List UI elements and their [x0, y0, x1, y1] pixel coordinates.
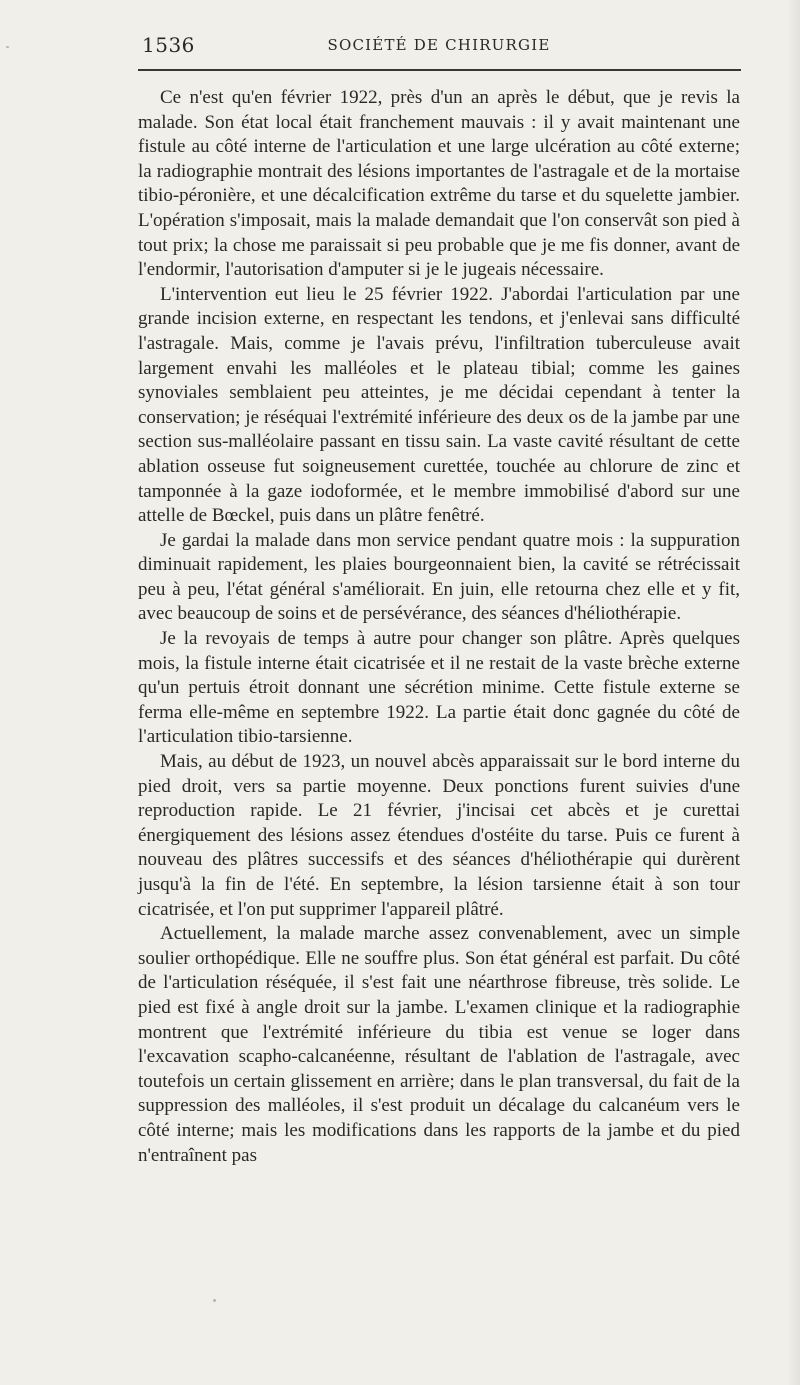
page-number: 1536 [142, 33, 195, 57]
paragraph-3: Je gardai la malade dans mon service pendant quatre mois : la suppuration diminuait rapidement, les plaies bourgeonnaient bien, la cavité se rétrécissait peu à peu, l'état général s'améliorait. En juin, elle retourna chez elle et y fit, avec beaucoup de soins et de persévérance, des séances d'héliothérapie. [138, 529, 740, 625]
paragraph-4: Je la revoyais de temps à autre pour changer son plâtre. Après quelques mois, la fistule interne était cicatrisée et il ne restait de la vaste brèche externe qu'un pertuis étroit donnant une sécrétion minime. Cette fistule externe se ferma elle-même en septembre 1922. La partie était donc gagnée du côté de l'articulation tibio-tarsienne. [138, 628, 740, 748]
ink-speck [213, 1299, 216, 1302]
page-edge-shadow [786, 0, 800, 1385]
paragraph-6: Actuellement, la malade marche assez convenablement, avec un simple soulier orthopédique. Elle ne souffre plus. Son état général est parfait. Du côté de l'articulation réséquée, il s'est fait une néarthrose fibreuse, très solide. Le pied est fixé à angle droit sur la jambe. L'examen clinique et la radiographie montrent que l'extrémité inférieure du tibia est venue se loger dans l'excavation scapho-calcanéenne, résultant de l'ablation de l'astragale, avec toutefois un certain glissement en arrière; dans le plan transversal, du fait de la suppression des malléoles, il s'est produit un décalage du calcanéum vers le côté interne; mais les modifications dans les rapports de la jambe et du pied n'entraînent pas [138, 923, 740, 1166]
ink-speck [6, 46, 9, 48]
paragraph-5: Mais, au début de 1923, un nouvel abcès apparaissait sur le bord interne du pied droit, vers sa partie moyenne. Deux ponctions furent suivies d'une reproduction rapide. Le 21 février, j'incisai cet abcès et je curettai énergiquement des lésions assez étendues d'ostéite du tarse. Puis ce furent à nouveau des plâtres successifs et des séances d'héliothérapie qui durèrent jusqu'à la fin de l'été. En septembre, la lésion tarsienne était à son tour cicatrisée, et l'on put supprimer l'appareil plâtré. [138, 751, 740, 920]
body-text [138, 86, 740, 1168]
paragraph-2: L'intervention eut lieu le 25 février 1922. J'abordai l'articulation par une grande incision externe, en respectant les tendons, et j'enlevai sans difficulté l'astragale. Mais, comme je l'avais prévu, l'infiltration tuberculeuse avait largement envahi les malléoles et le plateau tibial; comme les gaines synoviales semblaient peu atteintes, je me décidai cependant à tenter la conservation; je réséquai l'extrémité inférieure des deux os de la jambe par une section sus-malléolaire passant en tissu sain. La vaste cavité résultant de cette ablation osseuse fut soigneusement curettée, touchée au chlorure de zinc et tamponnée à la gaze iodoformée, et le membre immobilisé d'abord sur une attelle de Bœckel, puis dans un plâtre fenêtré. [138, 283, 740, 527]
page-header [138, 30, 740, 60]
header-rule [138, 69, 741, 71]
paragraph-1: Ce n'est qu'en février 1922, près d'un an après le début, que je revis la malade. Son état local était franchement mauvais : il y avait maintenant une fistule au côté interne de l'articulation et une large ulcération au côté externe; la radiographie montrait des lésions importantes de l'astragale et de la mortaise tibio-péronière, et une décalcification extrême du tarse et du squelette jambier. L'opération s'imposait, mais la malade demandait que l'on conservât son pied à tout prix; la chose me paraissait si peu probable que je me fis donner, avant de l'endormir, l'autorisation d'amputer si je le jugeais nécessaire. [138, 87, 740, 281]
running-title: SOCIÉTÉ DE CHIRURGIE [327, 36, 551, 54]
